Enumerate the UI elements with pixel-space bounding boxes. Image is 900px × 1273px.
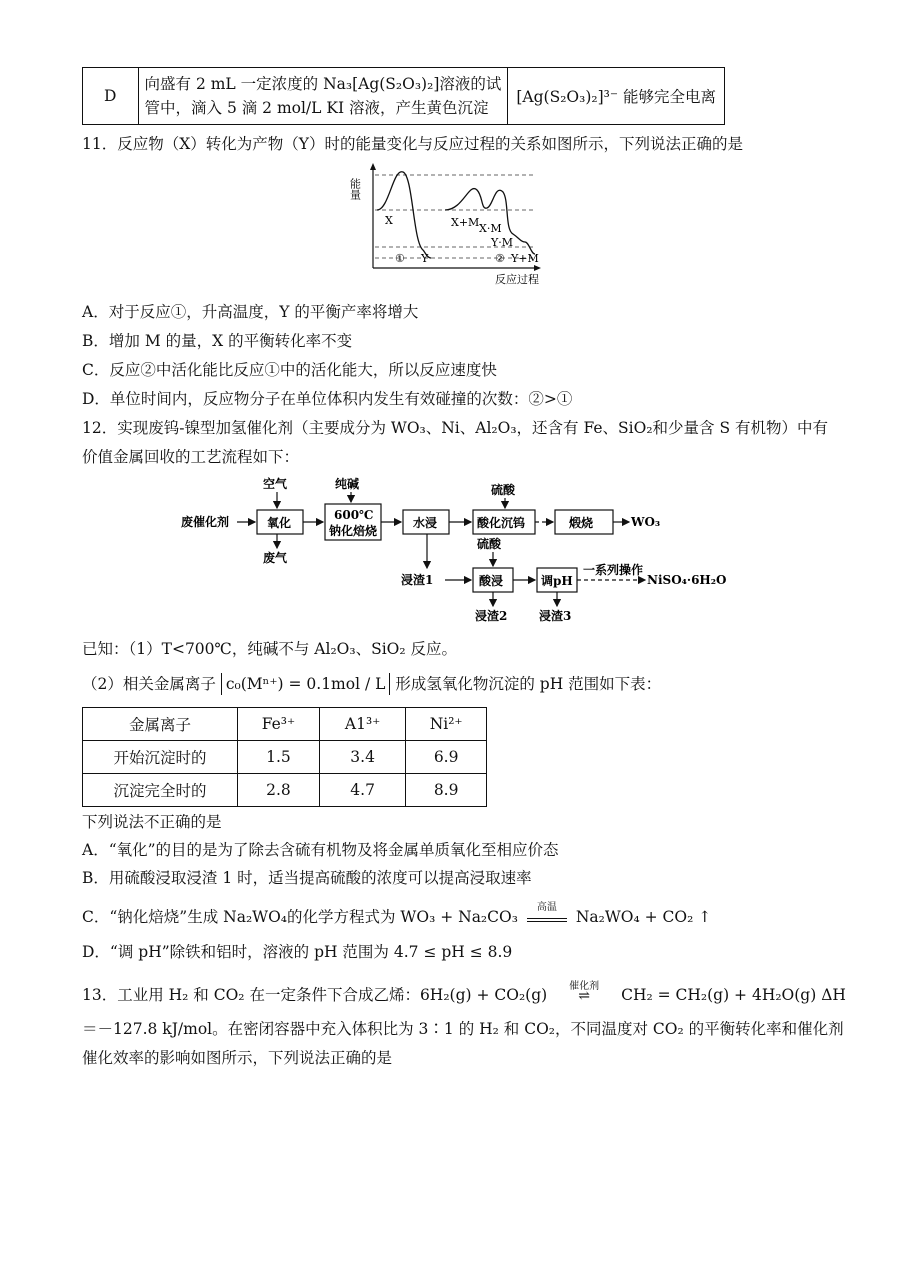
equilibrium-arrow <box>556 981 612 1004</box>
flow-ops: 一系列操作 <box>583 563 644 577</box>
ph-range-table <box>82 707 487 807</box>
q12-option-b[interactable]: B．用硫酸浸取浸渣 1 时，适当提高硫酸的浓度可以提高浸取速率 <box>82 869 532 887</box>
flow-soda: 纯碱 <box>335 477 360 491</box>
option-c-suffix: Na₂WO₄ + CO₂ ↑ <box>575 908 712 926</box>
y-axis-label <box>349 177 362 200</box>
flow-air: 空气 <box>263 477 288 491</box>
label-y: Y <box>421 252 429 265</box>
label-step-2: ② <box>495 252 505 265</box>
q12-known-2 <box>82 672 661 694</box>
flow-acid-precip: 酸化沉钨 <box>477 516 526 530</box>
q11-option-d[interactable]: D．单位时间内，反应物分子在单位体积内发生有效碰撞的次数：②>① <box>82 390 573 408</box>
reversible-arrow-icon: ⇌ <box>578 988 590 1004</box>
flow-acid-leach: 酸浸 <box>479 574 504 588</box>
q12-option-c[interactable] <box>82 902 712 927</box>
experiment-conclusion <box>508 68 725 125</box>
q12-option-a[interactable]: A．“氧化”的目的是为了除去含硫有机物及将金属单质氧化至相应价态 <box>82 841 559 859</box>
known-2-prefix: （2）相关金属离子 <box>82 675 216 693</box>
flow-roast-temp: 600℃ <box>334 508 374 522</box>
energy-diagram <box>345 162 555 292</box>
svg-text:能量: 能量 <box>348 178 362 200</box>
q13-line-2: ＝－127.8 kJ/mol。在密闭容器中充入体积比为 3∶1 的 H₂ 和 CO₂，不同温度对 CO₂ 的平衡转化率和催化剂 <box>82 1020 844 1038</box>
header-fe: Fe³⁺ <box>238 708 320 741</box>
q13-line-1 <box>82 983 846 1005</box>
flow-calcine: 煅烧 <box>569 516 594 530</box>
cell-complete-al: 4.7 <box>319 774 405 807</box>
known-2-suffix: 形成氢氧化物沉淀的 pH 范围如下表： <box>395 675 662 693</box>
equals-bar <box>527 918 567 922</box>
experiment-description <box>138 68 508 125</box>
experiment-table <box>82 67 725 125</box>
header-metal-ion: 金属离子 <box>83 708 238 741</box>
flow-residue1: 浸渣1 <box>401 573 434 587</box>
table-row <box>83 741 487 774</box>
flow-offgas: 废气 <box>263 551 288 565</box>
q11-option-a[interactable]: A．对于反应①，升高温度，Y 的平衡产率将增大 <box>82 303 419 321</box>
q13-prefix: 13．工业用 H₂ 和 CO₂ 在一定条件下合成乙烯：6H₂(g) + CO₂(g) <box>82 986 548 1004</box>
flow-roast: 钠化焙烧 <box>329 524 378 538</box>
description-line-2: 管中，滴入 5 滴 2 mol/L KI 溶液，产生黄色沉淀 <box>144 99 489 117</box>
q12-stem-line-2: 价值金属回收的工艺流程如下： <box>82 448 300 466</box>
label-step-1: ① <box>395 252 405 265</box>
label-y-plus-m: Y+M <box>511 252 539 265</box>
flow-oxidize: 氧化 <box>267 516 292 530</box>
flow-acid-mid: 硫酸 <box>477 537 502 551</box>
flow-leach: 水浸 <box>413 516 438 530</box>
complex-ion-formula: [Ag(S₂O₃)₂]³⁻ <box>516 88 619 106</box>
label-x: X <box>385 214 393 227</box>
row-complete-label: 沉淀完全时的 <box>83 774 238 807</box>
label-x-dot-m: X·M <box>479 222 502 235</box>
q12-question: 下列说法不正确的是 <box>82 813 222 831</box>
process-flowchart <box>175 470 735 630</box>
reaction-condition <box>527 902 567 922</box>
flow-product-ni: NiSO₄·6H₂O <box>647 573 727 587</box>
condition-high-temp: 高温 <box>536 902 557 913</box>
condition-catalyst: 催化剂 <box>569 981 600 992</box>
q11-option-c[interactable]: C．反应②中活化能比反应①中的活化能大，所以反应速度快 <box>82 361 497 379</box>
table-row <box>83 774 487 807</box>
q12-stem-line-1: 12．实现废钨-镍型加氢催化剂（主要成分为 WO₃、Ni、Al₂O₃，还含有 Fe、SiO₂和少量含 S 有机物）中有 <box>82 419 829 437</box>
x-axis-arrow <box>534 265 541 271</box>
x-axis-label: 反应过程 <box>495 273 539 286</box>
flow-acid-top: 硫酸 <box>491 483 516 497</box>
description-line-1: 向盛有 2 mL 一定浓度的 Na₃[Ag(S₂O₃)₂]溶液的试 <box>144 75 502 93</box>
flow-residue3: 浸渣3 <box>539 609 572 623</box>
q11-stem: 11．反应物（X）转化为产物（Y）时的能量变化与反应过程的关系如图所示，下列说法正确的是 <box>82 135 743 153</box>
cell-start-fe: 1.5 <box>238 741 320 774</box>
cell-start-al: 3.4 <box>319 741 405 774</box>
q12-known-1: 已知：（1）T<700℃，纯碱不与 Al₂O₃、SiO₂ 反应。 <box>82 640 457 658</box>
flow-product-w: WO₃ <box>631 515 661 529</box>
cell-start-ni: 6.9 <box>406 741 487 774</box>
q13-line-3: 催化效率的影响如图所示，下列说法正确的是 <box>82 1049 393 1067</box>
q12-option-d[interactable]: D．“调 pH”除铁和铝时，溶液的 pH 范围为 4.7 ≤ pH ≤ 8.9 <box>82 943 513 961</box>
y-axis-arrow <box>370 163 376 170</box>
header-ni: Ni²⁺ <box>406 708 487 741</box>
cell-complete-ni: 8.9 <box>406 774 487 807</box>
known-2-formula: c₀(Mⁿ⁺) = 0.1mol / L <box>221 673 391 695</box>
q13-suffix: CH₂ = CH₂(g) + 4H₂O(g) ΔH <box>621 986 846 1004</box>
conclusion-text: 能够完全电离 <box>622 88 716 106</box>
cell-complete-fe: 2.8 <box>238 774 320 807</box>
row-start-label: 开始沉淀时的 <box>83 741 238 774</box>
flow-adjust-ph: 调pH <box>541 574 573 588</box>
row-label: D <box>83 68 139 125</box>
label-y-dot-m: Y·M <box>491 236 514 249</box>
flow-feed: 废催化剂 <box>181 515 230 529</box>
flow-residue2: 浸渣2 <box>475 609 508 623</box>
header-al: A1³⁺ <box>319 708 405 741</box>
q11-option-b[interactable]: B．增加 M 的量，X 的平衡转化率不变 <box>82 332 353 350</box>
label-x-plus-m: X+M <box>451 216 480 229</box>
option-c-prefix: C．“钠化焙烧”生成 Na₂WO₄的化学方程式为 WO₃ + Na₂CO₃ <box>82 908 518 926</box>
